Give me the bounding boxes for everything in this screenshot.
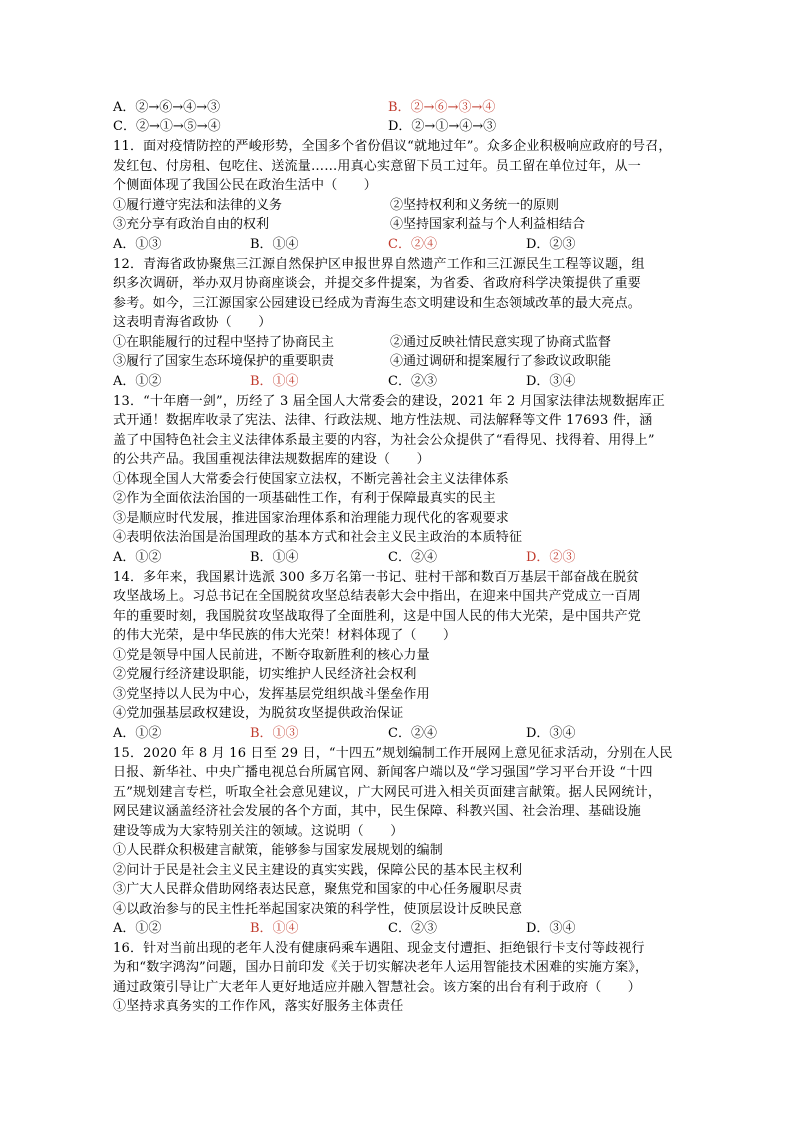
q12-stem-line-1: 12．青海省政协聚焦三江源自然保护区申报世界自然遗产工作和三江源民生工程等议题，组	[113, 257, 645, 272]
q12-stem-line-4: 这表明青海省政协（ ）	[113, 315, 272, 330]
q12-statement-4: ④通过调研和提案履行了参政议政职能	[390, 354, 612, 369]
q13-option-c: C．②④	[388, 550, 437, 565]
q12-option-c: C．②③	[388, 374, 437, 389]
q12-stem-line-3: 参考。如今，三江源国家公园建设已经成为青海生态文明建设和生态领域改革的最大亮点。	[113, 296, 642, 311]
q11-stem-line-2: 发红包、付房租、包吃住、送流量……用真心实意留下员工过年。员工留在单位过年，从一	[113, 159, 642, 174]
q14-statement-2: ②党履行经济建设职能，切实维护人民经济社会权利	[113, 667, 417, 682]
q15-option-b: B．①④	[250, 921, 299, 936]
q11-option-b: B．①④	[250, 237, 299, 252]
q13-stem-line-1: 13．“十年磨一剑”，历经了 3 届全国人大常委会的建设，2021 年 2 月国家法律法规数据库正	[113, 394, 665, 409]
q16-stem-line-2: 为和“数字鸿沟”问题，国办日前印发《关于切实解决老年人运用智能技术困难的实施方案》，	[113, 960, 649, 975]
q11-statement-2: ②坚持权利和义务统一的原则	[390, 198, 560, 213]
q11-stem-line-3: 个侧面体现了我国公民在政治生活中（ ）	[113, 178, 378, 193]
q11-stem-line-1: 11．面对疫情防控的严峻形势，全国多个省份倡议“就地过年”。众多企业积极响应政府的号召，	[113, 139, 672, 154]
q14-stem-line-1: 14．多年来，我国累计选派 300 多万名第一书记、驻村干部和数百万基层干部奋战在脱贫	[113, 570, 640, 585]
q11-option-d: D．②③	[526, 237, 576, 252]
q12-statement-3: ③履行了国家生态环境保护的重要职责	[113, 354, 335, 369]
q15-stem-line-1: 15．2020 年 8 月 16 日至 29 日，“十四五”规划编制工作开展网上意见征求活动，分别在人民	[113, 746, 673, 761]
q13-stem-line-4: 的公共产品。我国重视法律法规数据库的建设（ ）	[113, 452, 430, 467]
q15-stem-line-2: 日报、新华社、中央广播电视总台所属官网、新闻客户端以及“学习强国”学习平台开设 “十四	[113, 765, 653, 780]
q14-statement-3: ③党坚持以人民为中心，发挥基层党组织战斗堡垒作用	[113, 687, 430, 702]
q15-option-a: A．①②	[113, 921, 162, 936]
q15-stem-line-4: 网民建议涵盖经济社会发展的各个方面，其中，民生保障、科教兴国、社会治理、基础设施	[113, 804, 642, 819]
q15-stem-line-5: 建设等成为大家特别关注的领域。这说明（ ）	[113, 824, 404, 839]
q16-statement-1: ①坚持求真务实的工作作风，落实好服务主体责任	[113, 999, 404, 1014]
q14-statement-4: ④党加强基层政权建设，为脱贫攻坚提供政治保证	[113, 706, 404, 721]
q12-statement-2: ②通过反映社情民意实现了协商式监督	[390, 335, 612, 350]
q15-stem-line-3: 五”规划建言专栏，听取全社会意见建议，广大网民可进入相关页面建言献策。据人民网统计，	[113, 785, 662, 800]
q12-statement-1: ①在职能履行的过程中坚持了协商民主	[113, 335, 335, 350]
q13-statement-4: ④表明依法治国是治国理政的基本方式和社会主义民主政治的本质特征	[113, 530, 523, 545]
q15-statement-4: ④以政治参与的民主性托举起国家决策的科学性，使顶层设计反映民意	[113, 902, 523, 917]
q10-option-b: B．②→⑥→③→④	[388, 100, 496, 115]
q15-statement-3: ③广大人民群众借助网络表达民意，聚焦党和国家的中心任务履职尽责	[113, 882, 523, 897]
q15-statement-1: ①人民群众积极建言献策，能够参与国家发展规划的编制	[113, 843, 444, 858]
q15-option-c: C．②③	[388, 921, 437, 936]
q11-statement-3: ③充分享有政治自由的权利	[113, 217, 270, 232]
q10-option-d: D．②→①→④→③	[388, 119, 497, 134]
q11-option-a: A．①③	[113, 237, 162, 252]
q12-option-d: D．③④	[526, 374, 576, 389]
q16-stem-line-3: 通过政策引导让广大老年人更好地适应并融入智慧社会。该方案的出台有利于政府（ ）	[113, 980, 642, 995]
q13-option-b: B．①④	[250, 550, 299, 565]
q13-option-a: A．①②	[113, 550, 162, 565]
q13-stem-line-2: 式开通！数据库收录了宪法、法律、行政法规、地方性法规、司法解释等文件 17693 件，涵	[113, 413, 653, 428]
q14-stem-line-3: 年的重要时刻，我国脱贫攻坚战取得了全面胜利，这是中国人民的伟大光荣，是中国共产党	[113, 609, 642, 624]
q12-stem-line-2: 织多次调研，举办双月协商座谈会，并提交多件提案，为省委、省政府科学决策提供了重要	[113, 276, 642, 291]
q10-option-a: A．②→⑥→④→③	[113, 100, 221, 115]
q13-statement-1: ①体现全国人大常委会行使国家立法权，不断完善社会主义法律体系	[113, 472, 510, 487]
q15-statement-2: ②问计于民是社会主义民主建设的真实实践，保障公民的基本民主权利	[113, 863, 523, 878]
q12-option-a: A．①②	[113, 374, 162, 389]
q14-option-d: D．③④	[526, 726, 576, 741]
q13-statement-3: ③是顺应时代发展，推进国家治理体系和治理能力现代化的客观要求	[113, 511, 510, 526]
q11-statement-4: ④坚持国家利益与个人利益相结合	[390, 217, 586, 232]
q15-option-d: D．③④	[526, 921, 576, 936]
q14-stem-line-4: 的伟大光荣，是中华民族的伟大光荣！材料体现了（ ）	[113, 628, 457, 643]
q14-statement-1: ①党是领导中国人民前进，不断夺取新胜利的核心力量	[113, 648, 430, 663]
q14-stem-line-2: 攻坚战场上。习总书记在全国脱贫攻坚总结表彰大会中指出，在迎来中国共产党成立一百周	[113, 589, 642, 604]
q14-option-a: A．①②	[113, 726, 162, 741]
q13-stem-line-3: 盖了中国特色社会主义法律体系最主要的内容，为社会公众提供了“看得见、找得着、用得上”	[113, 433, 655, 448]
q13-statement-2: ②作为全面依法治国的一项基础性工作，有利于保障最真实的民主	[113, 491, 496, 506]
q14-option-c: C．②④	[388, 726, 437, 741]
q16-stem-line-1: 16．针对当前出现的老年人没有健康码乘车遇阻、现金支付遭拒、拒绝银行卡支付等歧视行	[113, 941, 645, 956]
q11-option-c: C．②④	[388, 237, 437, 252]
q12-option-b: B．①④	[250, 374, 299, 389]
q11-statement-1: ①履行遵守宪法和法律的义务	[113, 198, 283, 213]
q10-option-c: C．②→①→⑤→④	[113, 119, 221, 134]
q13-option-d: D．②③	[526, 550, 576, 565]
q14-option-b: B．①③	[250, 726, 299, 741]
